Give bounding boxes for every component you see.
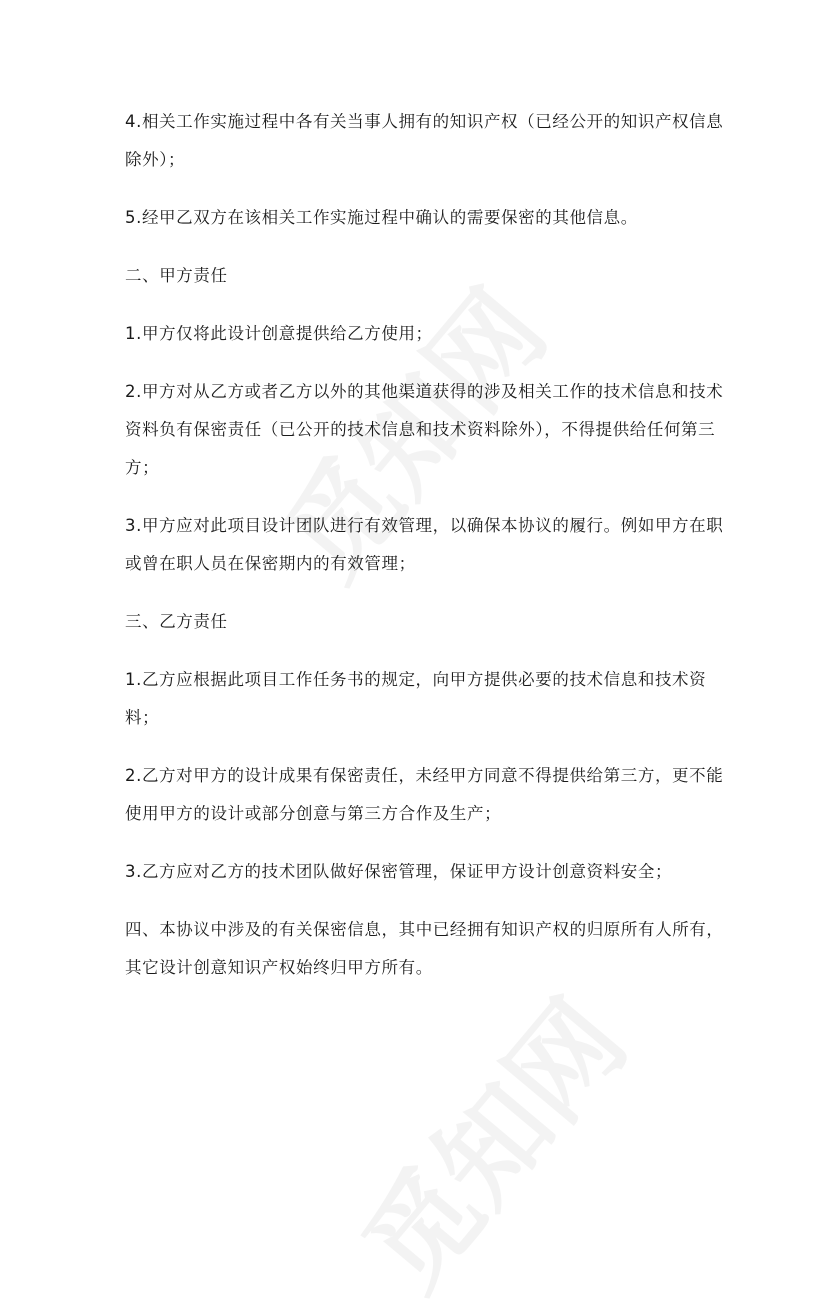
section-heading-party-a: 二、甲方责任 — [125, 266, 228, 285]
watermark — [347, 983, 643, 1307]
party-b-clause-2: 2.乙方对甲方的设计成果有保密责任，未经甲方同意不得提供给第三方，更不能使用甲方的设计或部分创意与第三方合作及生产； — [125, 766, 724, 823]
section-heading-party-b: 三、乙方责任 — [125, 612, 228, 631]
section-ip-ownership: 四、本协议中涉及的有关保密信息，其中已经拥有知识产权的归原所有人所有，其它设计创意知识产权始终归甲方所有。 — [125, 920, 724, 977]
clause-5: 5.经甲乙双方在该相关工作实施过程中确认的需要保密的其他信息。 — [125, 208, 638, 227]
party-a-clause-2: 2.甲方对从乙方或者乙方以外的其他渠道获得的涉及相关工作的技术信息和技术资料负有保密责任（已公开的技术信息和技术资料除外），不得提供给任何第三方； — [125, 382, 724, 477]
party-b-clause-3: 3.乙方应对乙方的技术团队做好保密管理，保证甲方设计创意资料安全； — [125, 862, 673, 881]
document-body — [125, 103, 725, 1007]
party-b-clause-1: 1.乙方应根据此项目工作任务书的规定，向甲方提供必要的技术信息和技术资料； — [125, 670, 707, 727]
party-a-clause-3: 3.甲方应对此项目设计团队进行有效管理，以确保本协议的履行。例如甲方在职或曾在职人员在保密期内的有效管理； — [125, 516, 724, 573]
party-a-clause-1: 1.甲方仅将此设计创意提供给乙方使用； — [125, 324, 433, 343]
clause-4: 4.相关工作实施过程中各有关当事人拥有的知识产权（已经公开的知识产权信息除外）； — [125, 112, 724, 169]
